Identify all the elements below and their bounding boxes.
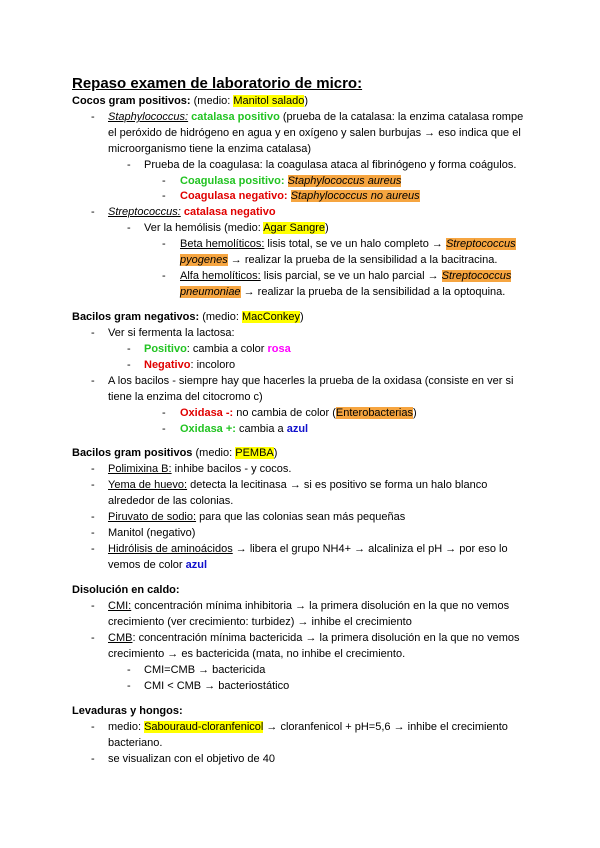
list-item: Oxidasa -: no cambia de color (Enterobacterias): [180, 407, 417, 419]
bullet-dash: -: [127, 343, 131, 355]
list-item: Positivo: cambia a color rosa: [144, 343, 291, 355]
bullet-dash: -: [91, 632, 95, 644]
text-line: pyogenes → realizar la prueba de la sensibilidad a la bacitracina.: [180, 254, 498, 266]
text-line: crecimiento (ver crecimiento: turbidez) → inhibe el crecimiento: [108, 616, 412, 628]
section-heading: Bacilos gram negativos:: [72, 311, 200, 323]
list-item: Prueba de la coagulasa: la coagulasa ataca al fibrinógeno y forma coágulos.: [144, 159, 517, 171]
medio-highlight: Manitol salado: [233, 95, 305, 107]
bullet-dash: -: [91, 511, 95, 523]
list-item: Manitol (negativo): [108, 527, 196, 539]
list-item: CMI=CMB → bactericida: [144, 664, 266, 676]
section-heading: Disolución en caldo:: [72, 584, 180, 596]
list-item: Yema de huevo: detecta la lecitinasa → si es positivo se forma un halo blanco: [108, 479, 488, 491]
list-item: Beta hemolíticos: lisis total, se ve un halo completo → Streptococcus: [180, 238, 516, 250]
bullet-dash: -: [127, 222, 131, 234]
section-levaduras: [72, 704, 183, 719]
bullet-dash: -: [127, 359, 131, 371]
bullet-dash: -: [127, 664, 131, 676]
bullet-dash: -: [91, 327, 95, 339]
bullet-dash: -: [91, 753, 95, 765]
section-bacilos-negativos: Bacilos gram negativos: (medio: MacConkey): [72, 311, 304, 323]
text-line: crecimiento → es bactericida (mata, no inhibe el crecimiento.: [108, 648, 406, 660]
list-item: Alfa hemolíticos: lisis parcial, se ve un halo parcial → Streptococcus: [180, 270, 512, 282]
medio-highlight: MacConkey: [241, 311, 301, 323]
list-item: se visualizan con el objetivo de 40: [108, 753, 275, 765]
list-item: CMI: concentración mínima inhibitoria → la primera disolución en la que no vemos: [108, 600, 510, 612]
bullet-dash: -: [91, 479, 95, 491]
list-item: Staphylococcus: catalasa positivo (prueba de la catalasa: la enzima catalasa rompe: [108, 111, 524, 123]
bullet-dash: -: [162, 270, 166, 282]
section-disolucion: [72, 583, 180, 598]
text-line: el peróxido de hidrógeno en agua y en oxígeno y salen burbujas → eso indica que el: [108, 127, 521, 139]
list-item: Coagulasa positivo: Staphylococcus aureus: [180, 175, 402, 187]
list-item: medio: Sabouraud-cloranfenicol → cloranfenicol + pH=5,6 → inhibe el crecimiento: [108, 721, 508, 733]
list-item: CMI < CMB → bacteriostático: [144, 680, 290, 692]
section-bacilos-positivos: Bacilos gram positivos (medio: PEMBA): [72, 447, 278, 459]
bullet-dash: -: [91, 111, 95, 123]
text-line: vemos de color azul: [108, 559, 208, 571]
list-item: Ver si fermenta la lactosa:: [108, 327, 235, 339]
medio-highlight: PEMBA: [235, 447, 274, 459]
list-item: A los bacilos - siempre hay que hacerles la prueba de la oxidasa (consiste en ver si: [108, 375, 514, 387]
bullet-dash: -: [91, 721, 95, 733]
bullet-dash: -: [162, 175, 166, 187]
list-item: Streptococcus: catalasa negativo: [108, 206, 276, 218]
bullet-dash: -: [162, 423, 166, 435]
section-cocos: Cocos gram positivos: (medio: Manitol salado): [72, 95, 308, 107]
list-item: CMB: concentración mínima bactericida → la primera disolución en la que no vemos: [108, 632, 520, 644]
page-title: Repaso examen de laboratorio de micro:: [72, 75, 363, 92]
bullet-dash: -: [162, 190, 166, 202]
bullet-dash: -: [91, 600, 95, 612]
list-item: Hidrólisis de aminoácidos → libera el grupo NH4+ → alcaliniza el pH → por eso lo: [108, 543, 508, 555]
text-line: tiene la enzima del citocromo c): [108, 391, 263, 403]
section-heading: Cocos gram positivos:: [72, 95, 191, 107]
list-item: Piruvato de sodio: para que las colonias sean más pequeñas: [108, 511, 406, 523]
section-heading: Levaduras y hongos:: [72, 705, 183, 717]
section-heading: Bacilos gram positivos: [72, 447, 193, 459]
bullet-dash: -: [91, 463, 95, 475]
bullet-dash: -: [91, 375, 95, 387]
text-line: microorganismo tiene la enzima catalasa): [108, 143, 311, 155]
list-item: Ver la hemólisis (medio: Agar Sangre): [144, 222, 329, 234]
medio-highlight: Sabouraud-cloranfenicol: [144, 721, 264, 733]
list-item: Oxidasa +: cambia a azul: [180, 423, 309, 435]
text-line: bacteriano.: [108, 737, 163, 749]
bullet-dash: -: [162, 407, 166, 419]
bullet-dash: -: [162, 238, 166, 250]
bullet-dash: -: [91, 543, 95, 555]
text-line: alrededor de las colonias.: [108, 495, 234, 507]
list-item: Polimixina B: inhibe bacilos - y cocos.: [108, 463, 292, 475]
bullet-dash: -: [91, 527, 95, 539]
bullet-dash: -: [127, 159, 131, 171]
list-item: Negativo: incoloro: [144, 359, 236, 371]
bullet-dash: -: [127, 680, 131, 692]
bullet-dash: -: [91, 206, 95, 218]
text-line: pneumoniae → realizar la prueba de la sensibilidad a la optoquina.: [180, 286, 506, 298]
list-item: Coagulasa negativo: Staphylococcus no aureus: [180, 190, 420, 202]
